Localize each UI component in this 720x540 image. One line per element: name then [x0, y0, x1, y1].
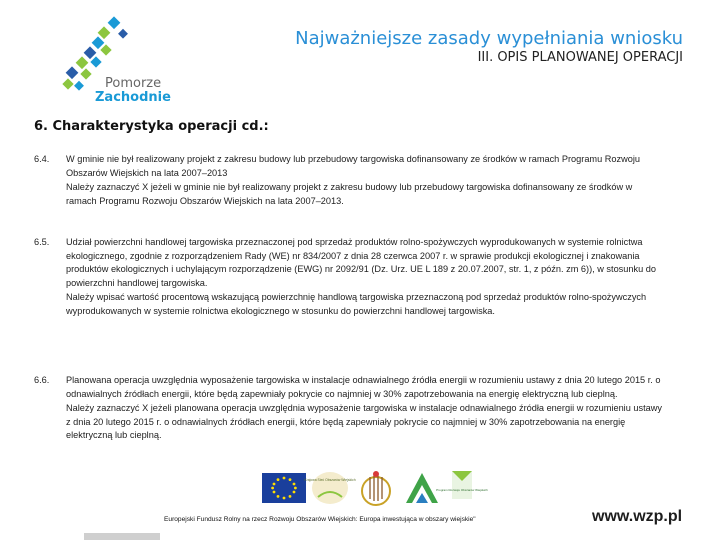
eu-flag-icon: [262, 473, 306, 503]
item-note: Należy wpisać wartość procentową wskazującą powierzchnię handlową targowiska przeznaczoną pod sprzedaż produktów rolno-spożywczych wyprodukowanych w systemie rolnictwa ekologicznego w stosunku do powierzchni handlowej targowiska.: [66, 292, 647, 316]
slide-title: Najważniejsze zasady wypełniania wniosku: [295, 28, 683, 49]
website-link[interactable]: www.wzp.pl: [592, 508, 683, 525]
item-number: 6.4.: [34, 154, 50, 164]
footer-caption: Europejski Fundusz Rolny na rzecz Rozwoju Obszarów Wiejskich: Europa inwestująca w obszary wiejskie": [164, 516, 476, 523]
prow-logo-icon: [436, 471, 488, 499]
item-note: Należy zaznaczyć X jeżeli w gminie nie był realizowany projekt z zakresu budowy lub przebudowy targowiska dofinansowany ze środków w ramach Programu Rozwoju Obszarów Wiejskich na lata 2007–2013.: [66, 182, 633, 206]
prow-logo-text: Program Rozwoju Obszarów Wiejskich: [436, 488, 488, 492]
item-number: 6.5.: [34, 237, 50, 247]
list-item: [34, 374, 664, 443]
item-text: Planowana operacja uwzględnia wyposażenie targowiska w instalacje odnawialnego źródła energii w rozumieniu ustawy z dnia 20 lutego 2015 r. o odnawialnych źródłach energii, które będą zapewniały pokrycie co najmniej w 30% zapotrzebowania na energię elektryczną lub cieplną.: [66, 375, 661, 399]
grain-circle-logo-icon: [362, 471, 390, 505]
ksow-logo-text: Krajowa Sieć Obszarów Wiejskich: [304, 478, 356, 482]
green-roof-logo-icon: [406, 473, 438, 503]
footer-logos: [258, 467, 488, 511]
list-item: [34, 153, 664, 208]
item-note: Należy zaznaczyć X jeżeli planowana operacja uwzględnia wyposażenie targowiska w instalacje odnawialnego źródła energii w rozumieniu ustawy z dnia 20 lutego 2015 r. o odnawialnych źródłach energii, które będą zapewniały pokrycie co najmniej w 30% zapotrzebowania na energię elektryczną lub cieplną.: [66, 403, 662, 440]
item-text: W gminie nie był realizowany projekt z zakresu budowy lub przebudowy targowiska dofinansowany ze środków w ramach Programu Rozwoju Obszarów Wiejskich na lata 2007–2013: [66, 154, 640, 178]
logo-text-pomorze: Pomorze: [105, 76, 162, 91]
decorative-bar: [84, 533, 160, 540]
section-heading: 6. Charakterystyka operacji cd.:: [34, 119, 269, 134]
item-number: 6.6.: [34, 375, 50, 385]
logo-text-zachodnie: Zachodnie: [95, 90, 171, 105]
slide-subtitle: III. OPIS PLANOWANEJ OPERACJI: [477, 50, 683, 65]
item-text: Udział powierzchni handlowej targowiska przeznaczonej pod sprzedaż produktów rolno-spożywczych wyprodukowanych w systemie rolnictwa ekologicznego, zgodnie z rozporządzeniem Rady (WE) nr 834/2007 z dnia 28 czerwca 2007 r. w sprawie produkcji ekologicznej i znakowania produktów ekologicznych i uchylającym rozporządzenie (EWG) nr 2092/91 (Dz. Urz. UE L 189 z 20.07.2007, str. 1, z późn. zm 6)), w stosunku do powierzchni handlowej targowiska.: [66, 237, 656, 288]
ksow-logo-icon: [304, 472, 355, 504]
list-item: [34, 236, 664, 318]
